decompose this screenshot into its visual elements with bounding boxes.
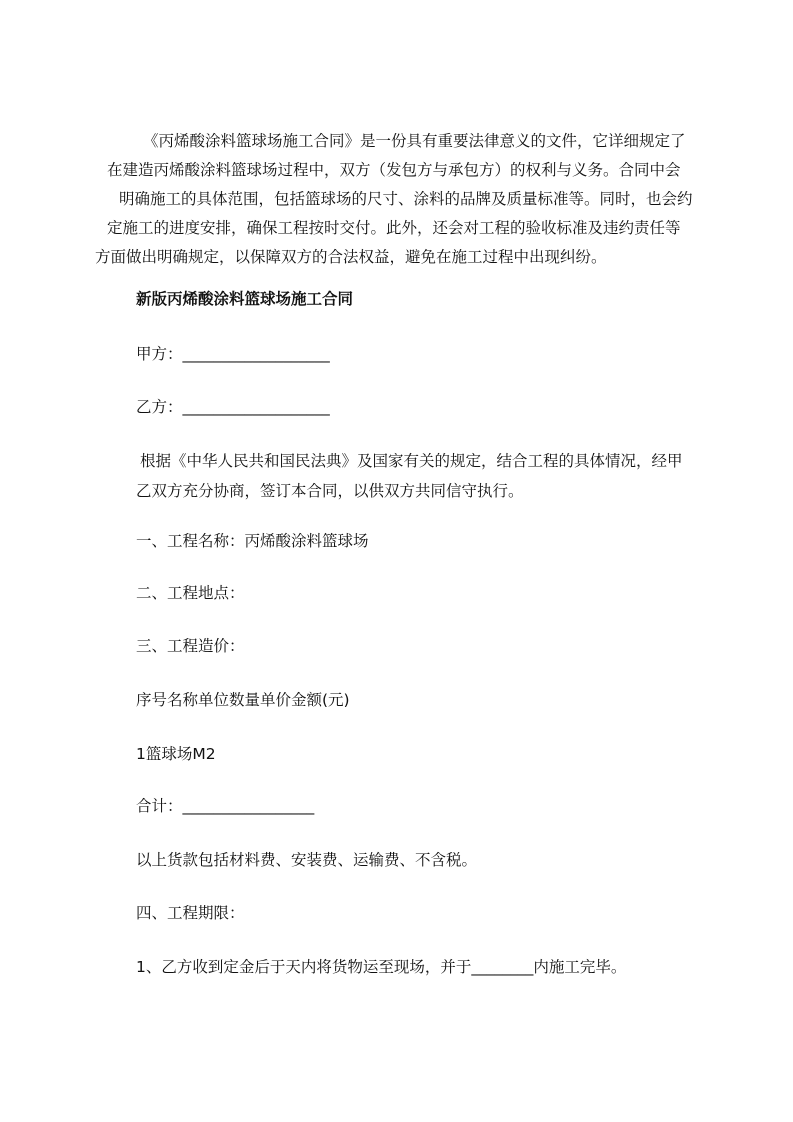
price-note: 以上货款包括材料费、安装费、运输费、不含税。: [136, 851, 478, 869]
intro-line: 《丙烯酸涂料篮球场施工合同》是一份具有重要法律意义的文件，它详细规定了: [143, 132, 686, 150]
intro-line: 明确施工的具体范围，包括篮球场的尺寸、涂料的品牌及质量标准等。同时，也会约: [119, 190, 693, 208]
cost-table-header: 序号名称单位数量单价金额(元): [136, 691, 350, 709]
intro-paragraph: [95, 127, 700, 272]
clause-project-name: 一、工程名称：丙烯酸涂料篮球场: [136, 532, 369, 550]
intro-line: 定施工的进度安排，确保工程按时交付。此外，还会对工程的验收标准及违约责任等: [107, 219, 681, 237]
clause-project-term: 四、工程期限：: [136, 904, 245, 922]
intro-line: 在建造丙烯酸涂料篮球场过程中，双方（发包方与承包方）的权利与义务。合同中会: [107, 161, 681, 179]
term-item-1: 1、乙方收到定金后于天内将货物运至现场，并于________内施工完毕。: [136, 958, 627, 976]
preamble-line: 乙双方充分协商，签订本合同，以供双方共同信守执行。: [136, 482, 524, 500]
party-a-line: 甲方：___________________: [136, 345, 330, 363]
party-b-line: 乙方：___________________: [136, 398, 330, 416]
intro-line: 方面做出明确规定，以保障双方的合法权益，避免在施工过程中出现纠纷。: [95, 248, 607, 266]
contract-title: 新版丙烯酸涂料篮球场施工合同: [136, 290, 354, 308]
clause-project-location: 二、工程地点：: [136, 584, 245, 602]
preamble-line: 根据《中华人民共和国民法典》及国家有关的规定，结合工程的具体情况，经甲: [140, 452, 683, 470]
preamble-paragraph: [136, 450, 701, 510]
total-line: 合计：_________________: [136, 797, 315, 815]
clause-project-cost: 三、工程造价：: [136, 637, 245, 655]
cost-table-row: 1篮球场M2: [136, 745, 216, 763]
